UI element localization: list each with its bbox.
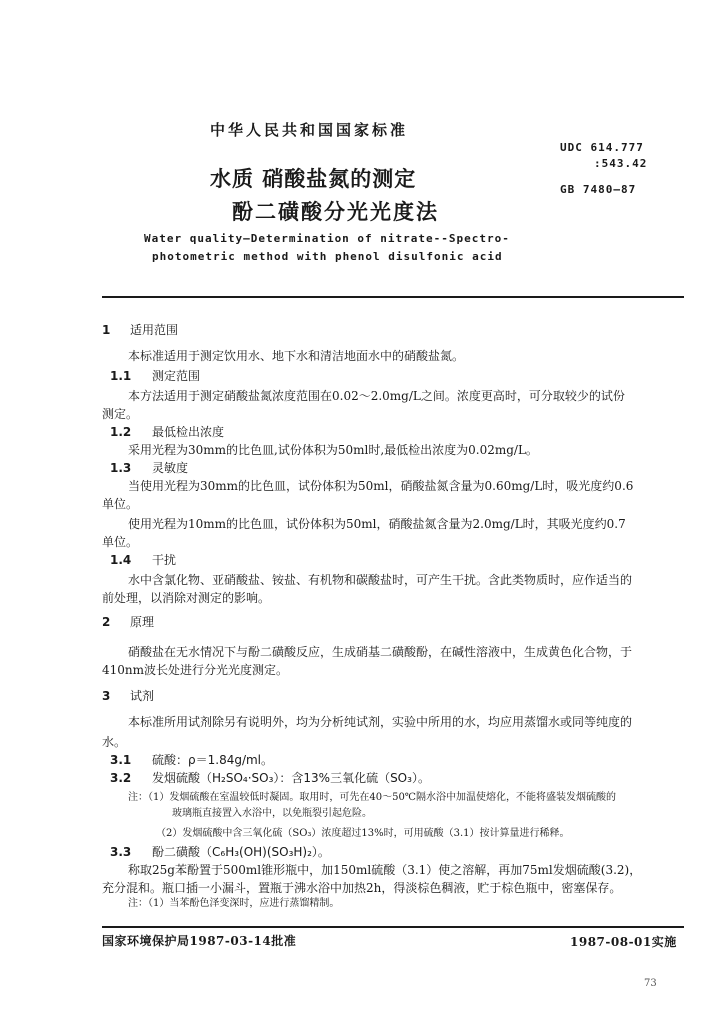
section-heading [102,614,154,630]
section-title: 硫酸：ρ＝1.84g/ml。 [152,753,274,767]
section-number: 1.3 [110,461,132,475]
paragraph-line: 单位。 [102,535,139,549]
subsection-heading [110,752,273,768]
subsection-heading [110,368,200,384]
standard-name: 中华人民共和国国家标准 [210,121,409,139]
section-title: 原理 [130,615,155,629]
section-number: 1 [102,323,111,337]
subsection-heading [110,770,430,786]
section-number: 1.1 [110,369,132,383]
section-number: 3.3 [110,845,132,859]
implementation-date: 1987-08-01实施 [570,935,677,949]
note-line: （2）发烟硫酸中含三氧化硫（SO₃）浓度超过13%时，可用硫酸（3.1）按计算量进行稀释。 [156,828,570,839]
subsection-heading [110,460,188,476]
section-title: 适用范围 [130,323,179,337]
section-number: 2 [102,615,111,629]
section-heading [102,688,154,704]
paragraph-line: 本标准适用于测定饮用水、地下水和清洁地面水中的硝酸盐氮。 [128,349,465,363]
paragraph-line: 硝酸盐在无水情况下与酚二磺酸反应，生成硝基二磺酸酚，在碱性溶液中，生成黄色化合物，于 [128,645,633,659]
paragraph-line: 当使用光程为30mm的比色皿，试份体积为50ml，硝酸盐氮含量为0.60mg/L时，吸光度约0.6 [128,479,634,493]
page-number: 73 [644,978,657,989]
top-rule [102,296,684,298]
paragraph-line: 单位。 [102,497,139,511]
paragraph-line: 本标准所用试剂除另有说明外，均为分析纯试剂，实验中所用的水，均应用蒸馏水或同等纯度的 [128,715,633,729]
section-title: 测定范围 [152,369,201,383]
approval-text: 国家环境保护局1987-03-14批准 [102,934,297,948]
note-line: 注：（1）发烟硫酸在室温较低时凝固。取用时，可先在40～50℃隔水浴中加温使熔化，不能将盛装发烟硫酸的 [128,792,616,803]
paragraph-line: 水中含氯化物、亚硝酸盐、铵盐、有机物和碳酸盐时，可产生干扰。含此类物质时，应作适当的 [128,573,633,587]
note-line: 玻璃瓶直接置入水浴中，以免瓶裂引起危险。 [172,808,372,819]
paragraph-line: 使用光程为10mm的比色皿，试份体积为50ml，硝酸盐氮含量为2.0mg/L时，其吸光度约0.7 [128,517,626,531]
paragraph-line: 充分混和。瓶口插一小漏斗，置瓶于沸水浴中加热2h，得淡棕色稠液，贮于棕色瓶中，密塞保存。 [102,881,622,895]
paragraph-line: 水。 [102,735,127,749]
paragraph-line: 采用光程为30mm的比色皿,试份体积为50ml时,最低检出浓度为0.02mg/L。 [128,443,538,457]
subsection-heading [110,844,330,860]
section-title: 酚二磺酸（C₆H₃(OH)(SO₃H)₂）。 [152,845,330,859]
paragraph-line: 称取25g苯酚置于500ml锥形瓶中，加150ml硫酸（3.1）使之溶解，再加75ml发烟硫酸(3.2)， [128,863,642,877]
note-line: 注：（1）当苯酚色泽变深时，应进行蒸馏精制。 [128,898,340,909]
english-title-line-1: Water quality—Determination of nitrate--Spectro- [144,232,510,245]
section-title: 最低检出浓度 [152,425,225,439]
title-line-1: 水质 硝酸盐氮的测定 [210,166,417,191]
section-number: 1.2 [110,425,132,439]
udc-code-continued: :543.42 [594,157,648,170]
paragraph-line: 前处理，以消除对测定的影响。 [102,591,271,605]
section-number: 3.2 [110,771,132,785]
title-line-2: 酚二磺酸分光光度法 [232,199,439,224]
english-title-line-2: photometric method with phenol disulfonic acid [152,250,503,263]
bottom-rule [102,926,684,928]
section-number: 3 [102,689,111,703]
paragraph-line: 本方法适用于测定硝酸盐氮浓度范围在0.02～2.0mg/L之间。浓度更高时，可分取较少的试份 [128,389,625,403]
section-title: 试剂 [130,689,155,703]
section-number: 1.4 [110,553,132,567]
section-title: 发烟硫酸（H₂SO₄·SO₃）：含13%三氧化硫（SO₃）。 [152,771,430,785]
section-title: 灵敏度 [152,461,189,475]
section-title: 干扰 [152,553,177,567]
paragraph-line: 410nm波长处进行分光光度测定。 [102,663,289,677]
paragraph-line: 测定。 [102,407,139,421]
section-number: 3.1 [110,753,132,767]
subsection-heading [110,552,176,568]
gb-code: GB 7480—87 [560,183,637,196]
section-heading [102,322,178,338]
udc-code: UDC 614.777 [560,141,644,154]
subsection-heading [110,424,224,440]
